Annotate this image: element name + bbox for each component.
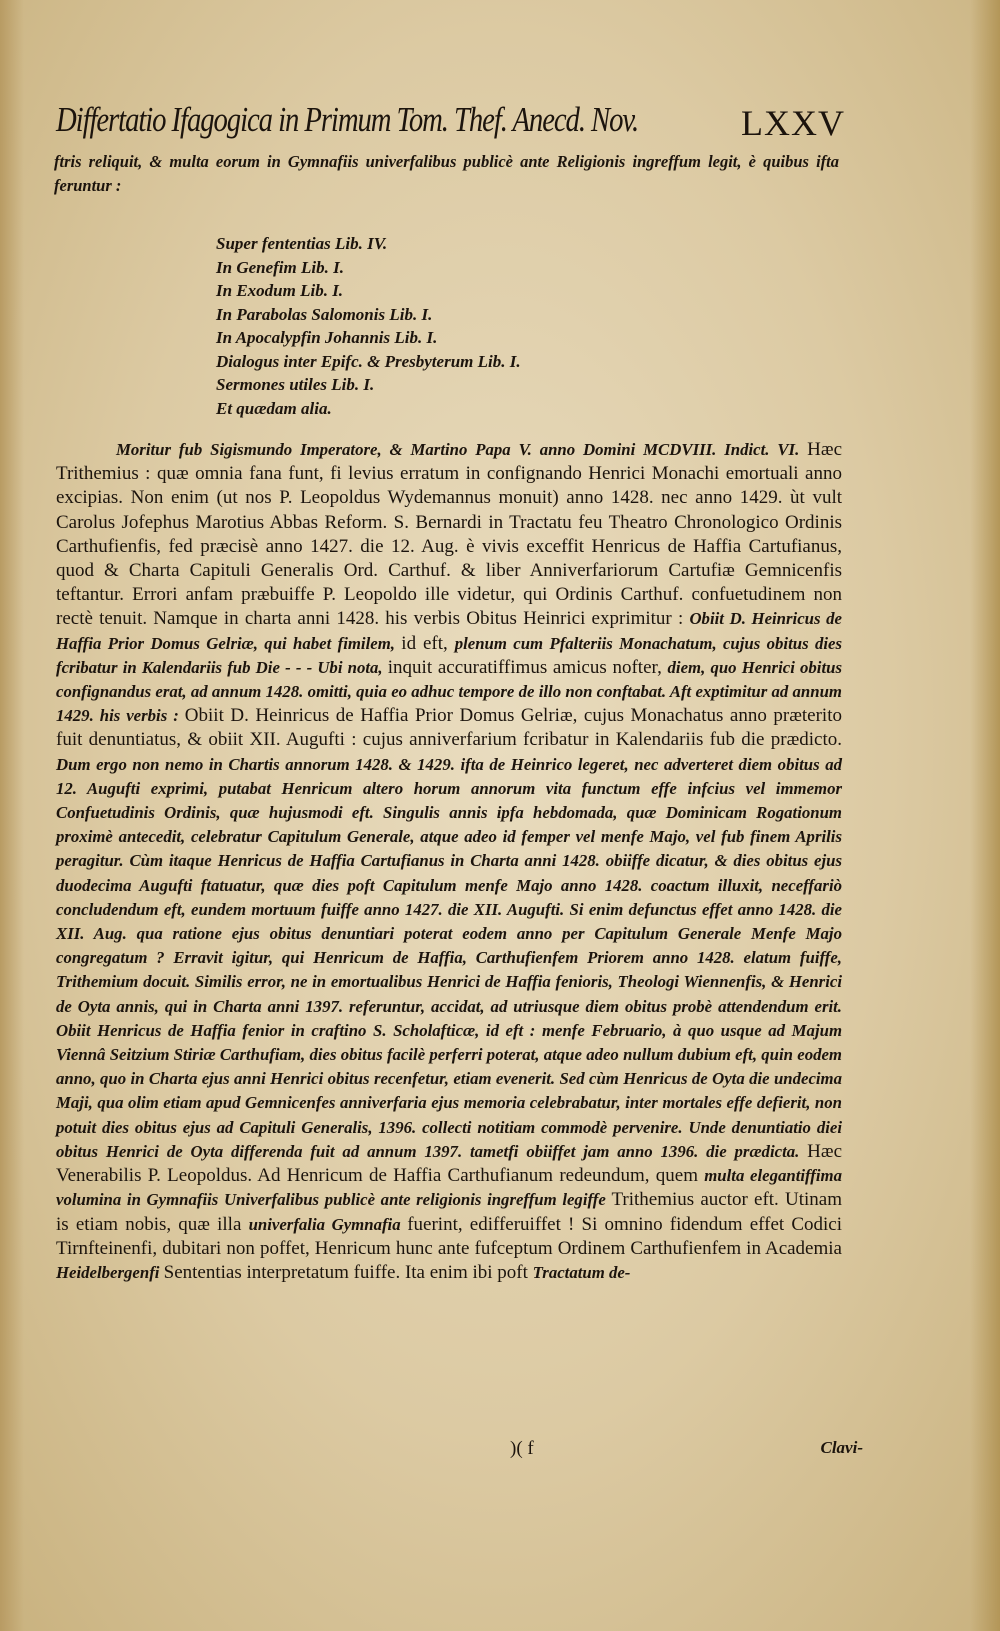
body-segment-italic: Dum ergo non nemo in Chartis annorum 1428. & 1429. ifta de Heinrico legeret, nec adverteret diem obitus ad 12. Augufti exprimi, putabat Henricum altero horum annorum vita functum effe infcius vel immemor Confuetudinis Ordinis, quæ hujusmodi eft. Singulis annis ipfa hebdomada, quæ Dominicam Rogationum proximè antecedit, celebratur Capitulum Generale, atque adeo id femper vel menfe Majo, vel fub finem Aprilis peragitur. Cùm itaque Henricus de Haffia Cartufianus in Charta anni 1428. obiiffe dicatur, & dies obitus ejus duodecima Augufti ftatuatur, quæ dies poft Capitulum menfe Majo anno 1428. coactum illuxit, neceffariò concludendum eft, eundem mortuum fuiffe anno 1427. die XII. Augufti. Si enim defunctus effet anno 1428. die XII. Aug. qua ratione ejus obitus denuntiari poterat eodem anno per Capitulum Generale Menfe Majo congregatum ? Erravit igitur, qui Henricum de Haffia, Carthufienfem Priorem anno 1428. elatum fuiffe, Trithemium docuit. Similis error, ne in emortualibus Henrici de Haffia fenioris, Theologi Wiennenfis, & Henrici de Oyta annis, qui in Charta anni 1397. referuntur, accidat, ad utriusque diem obitus probè attendendum erit. Obiit Henricus de Haffia fenior in craftino S. Scholafticæ, id eft : menfe Februario, à quo usque ad Majum Viennâ Seitzium Stiriæ Carthufiam, dies obitus facilè perferri poterat, atque adeo nullum dubium eft, quin eodem anno, quo in Charta ejus anni Henrici obitus recenfetur, etiam evenerit. Sed cùm Henricus de Oyta die undecima Maji, qua olim etiam apud Gemnicenfes anniverfaria ejus memoria celebrabatur, inter mortales effe defierit, non potuit dies obitus ejus ad Capituli Generalis, 1396. collecti notitiam commodè pervenire. Unde denuntiatio diei obitus Henrici de Oyta differenda fuit ad annum 1397. tametfi obiiffet jam anno 1396. die prædicta.	[56, 754, 842, 1161]
page-numeral: LXXV	[741, 103, 845, 143]
page-footer	[92, 1438, 863, 1466]
body-paragraph	[56, 438, 842, 1285]
works-list-item: Sermones utiles Lib. I.	[216, 375, 375, 394]
works-list	[216, 232, 837, 420]
body-segment-italic: Heidelbergenfi	[56, 1262, 164, 1282]
body-segment-italic: multa elegantiffima volumina in Gymnafiis Univerfalibus publicè ante religionis ingreffum legiffe	[56, 1166, 842, 1210]
works-list-item: In Apocalypfin Johannis Lib. I.	[216, 328, 438, 347]
page-edge-shadow-left	[0, 0, 24, 1631]
body-segment-italic: Obiit D. Heinricus de Haffia Prior Domus Gelriæ, qui habet fimilem,	[56, 609, 842, 653]
body-segment-italic: univerfalia Gymnafia	[248, 1214, 408, 1234]
works-list-item: Dialogus inter Epifc. & Presbyterum Lib. I.	[216, 351, 521, 371]
intro-paragraph: ftris reliquit, & multa eorum in Gymnafiis univerfalibus publicè ante Religionis ingreffum legit, è quibus ifta feruntur :	[54, 152, 839, 195]
page-edge-shadow-right	[970, 0, 1000, 1631]
works-list-item: In Exodum Lib. I.	[216, 281, 344, 300]
body-segment-roman: fuerint, edifferuiffet ! Si omnino fidendum effet Codici Tirnfteinenfi, dubitari non poffet, Henricum hunc ante fufceptum Ordinem Carthufienfem in Academia	[56, 1213, 842, 1259]
body-segment-italic: Tractatum de-	[532, 1262, 631, 1282]
body-segment-roman: Obiit D. Heinricus de Haffia Prior Domus Gelriæ, cujus Monachatus anno præterito fuit denuntiatus, & obiit XII. Augufti : cujus anniverfarium fcribatur in Kalendariis fub die prædicto.	[56, 705, 842, 751]
body-segment-italic: Moritur fub Sigismundo Imperatore, & Martino Papa V. anno Domini MCDVIII. Indict. VI.	[116, 440, 808, 459]
body-segment-roman: Sententias interpretatum fuiffe. Ita enim ibi poft	[163, 1261, 533, 1283]
body-segment-roman: Hæc Venerabilis P. Leopoldus. Ad Henricum de Haffia Carthufianum redeundum, quem	[56, 1140, 842, 1187]
body-segment-roman: Hæc Trithemius : quæ omnia fana funt, fi levius erratum in confignando Henrici Monachi emortuali anno excipias. Non enim (ut nos P. Leopoldus Wydemannus monuit) anno 1428. nec anno 1429. ùt vult Carolus Jofephus Marotius Abbas Reform. S. Bernardi in Tractatu feu Theatro Chronologico Ordinis Carthufienfis, fed præcisè anno 1427. die 12. Aug. è vivis exceffit Henricus de Haffia Cartufianus, quod & Charta Capituli Generalis Ord. Carthuf. & liber Anniverfariorum Cartufiæ Gemnicenfis teftantur. Errori anfam præbuiffe P. Leopoldo ille videtur, qui Ordinis Carthuf. confuetudinem non rectè tenuit. Namque in charta anni 1428. his verbis Obitus Heinrici exprimitur :	[56, 439, 842, 630]
works-list-item: In Parabolas Salomonis Lib. I.	[216, 304, 433, 324]
signature-mark: )( f	[510, 1438, 534, 1459]
header-title: Differtatio Ifagogica in Primum Tom. Thef. Anecd. Nov.	[56, 100, 639, 139]
body-segment-roman: id eft,	[401, 632, 455, 654]
works-list-item: In Genefim Lib. I.	[216, 257, 344, 277]
works-list-item: Et quædam alia.	[216, 398, 332, 418]
running-header	[56, 98, 845, 148]
body-segment-italic: plenum cum Pfalteriis Monachatum, cujus obitus dies fcribatur in Kalendariis fub Die - - - Ubi nota,	[56, 633, 842, 677]
body-segment-italic: diem, quo Henrici obitus confignandus erat, ad annum 1428. omitti, quia eo adhuc tempore de illo non conftabat. Aft exptimitur ad annum 1429. his verbis :	[56, 657, 842, 726]
body-text	[56, 438, 842, 1285]
works-list-item: Super fententias Lib. IV.	[216, 234, 388, 253]
catchword: Clavi-	[820, 1438, 863, 1457]
body-segment-roman: inquit accuratiffimus amicus nofter,	[387, 656, 668, 678]
body-segment-roman: Trithemius auctor eft. Utinam is etiam nobis, quæ illa	[56, 1189, 842, 1235]
page-content	[54, 98, 863, 1459]
